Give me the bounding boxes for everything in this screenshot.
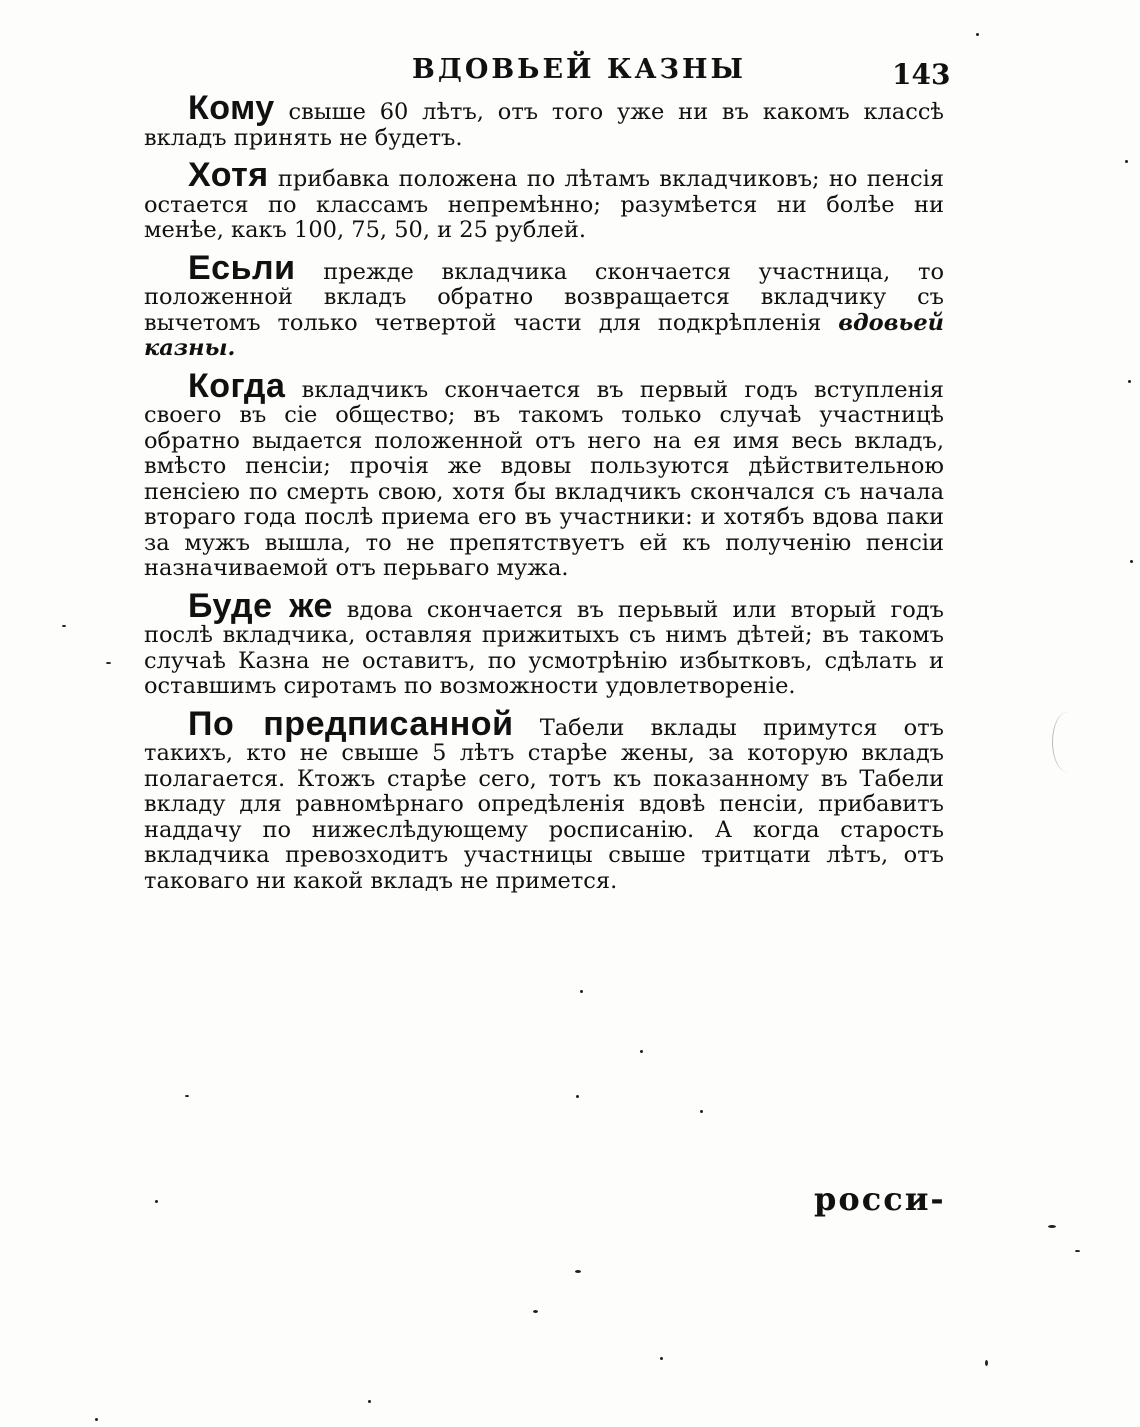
scan-edge-mark [1052, 712, 1083, 772]
scan-speck [155, 1200, 158, 1203]
paragraph-text: вдова скончается въ перьвый или вторый годъ послѣ вкладчика, оставляя прижитыхъ съ нимъ дѣтей; въ такомъ случаѣ Казна не оставитъ, по усмотрѣнію избытковъ, сдѣлать и оставшимъ сиротамъ по возможности удовлетвореніе. [144, 596, 944, 699]
catchword: росси- [814, 1180, 946, 1218]
scan-speck [533, 1310, 538, 1313]
paragraph-1 [144, 89, 944, 151]
paragraph-text: свыше 60 лѣтъ, отъ того уже ни въ какомъ классѣ вкладъ принять не будетъ. [144, 99, 944, 151]
scan-speck [700, 1110, 703, 1113]
paragraph-lead-word: Есьли [188, 248, 296, 287]
scan-speck [95, 1418, 98, 1421]
scan-speck [185, 1095, 189, 1097]
paragraph-text: Табели вклады примутся отъ такихъ, кто не свыше 5 лѣтъ старѣе жены, за которую вкладъ полагается. Ктожъ старѣе сего, тотъ къ показанному въ Табели вкладу для равномѣрнаго опредѣленія вдовѣ пенсіи, прибавитъ наддачу по нижеслѣдующему росписанію. А когда старость вкладчика превозходитъ участницы свыше тритцати лѣтъ, отъ таковаго ни какой вкладъ не примется. [144, 714, 944, 894]
scan-speck [985, 1360, 988, 1366]
scan-speck [640, 1050, 643, 1053]
scan-speck [1125, 160, 1128, 163]
scan-speck [1128, 380, 1131, 383]
paragraph-5 [144, 586, 944, 700]
paragraph-lead-word: Хотя [188, 156, 269, 194]
paragraph-italic-text: вдовьей казны. [144, 309, 944, 361]
scan-speck [976, 33, 979, 36]
scan-speck [106, 662, 111, 664]
paragraph-2 [144, 156, 944, 244]
running-header-title: ВДОВЬЕЙ КАЗНЫ [412, 54, 746, 85]
paragraph-6 [144, 704, 944, 895]
paragraph-text: вкладчикъ скончается въ первый годъ вступленія своего въ сіе общество; въ такомъ только случаѣ участницѣ обратно выдается положенной отъ него на ея имя весь вкладъ, вмѣсто пенсіи; прочія же вдовы пользуются дѣйствительною пенсіею по смерть свою, хотя бы вкладчикъ скончался съ начала втораго года послѣ приема его въ участники: и хотябъ вдова паки за мужъ вышла, то не препятствуетъ ей къ полученію пенсіи назначиваемой отъ перьваго мужа. [144, 376, 944, 581]
scan-speck [580, 990, 583, 993]
scan-speck [1048, 1225, 1056, 1228]
scan-speck [575, 1270, 581, 1273]
paragraph-text: прежде вкладчика скончается участница, то положенной вкладъ обратно возвращается вкладчику съ вычетомъ только четвертой части для подкрѣпленія [144, 258, 944, 336]
paragraph-lead-word: Кому [188, 89, 275, 127]
body-text [144, 89, 944, 906]
paragraph-lead-word: По предписанной [188, 704, 514, 743]
scan-speck [1130, 560, 1133, 563]
page-number: 143 [892, 58, 951, 91]
paragraph-text: прибавка положена по лѣтамъ вкладчиковъ; но пенсія остается по классамъ непремѣнно; разумѣется ни болѣе ни менѣе, какъ 100, 75, 50, и 25 рублей. [144, 166, 944, 243]
paragraph-lead-word: Буде же [188, 586, 333, 625]
paragraph-lead-word: Когда [188, 366, 286, 405]
paragraph-3 [144, 248, 944, 362]
scan-speck [368, 1400, 371, 1403]
scan-speck [576, 1095, 579, 1098]
scan-speck [660, 1357, 663, 1360]
paragraph-4 [144, 366, 944, 582]
scan-speck [62, 625, 66, 627]
scan-speck [1075, 1250, 1080, 1252]
